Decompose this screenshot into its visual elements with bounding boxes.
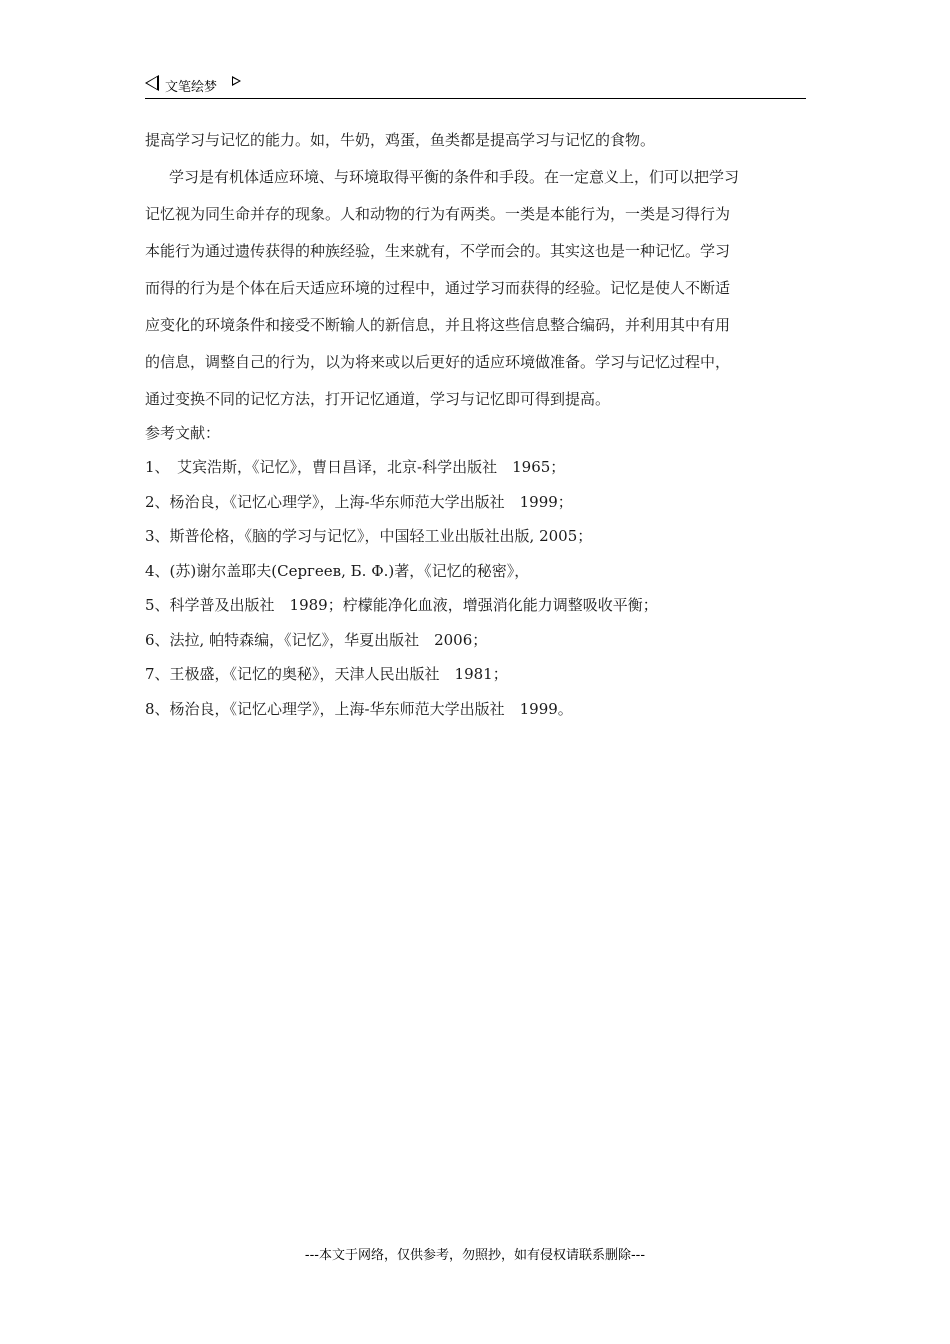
- reference-item: 5、科学普及出版社 1989；柠檬能净化血液，增强消化能力调整吸收平衡；: [145, 596, 658, 614]
- paragraph-line: 学习是有机体适应环境、与环境取得平衡的条件和手段。在一定意义上，们可以把学习: [169, 168, 740, 186]
- paragraph-line: 应变化的环境条件和接受不断输人的新信息，并且将这些信息整合编码，并利用其中有用: [145, 316, 731, 334]
- reference-item: 3、斯普伦格，《脑的学习与记忆》，中国轻工业出版社出版, 2005；: [145, 527, 593, 545]
- reference-item: 7、王极盛，《记忆的奥秘》，天津人民出版社 1981；: [145, 665, 508, 683]
- page-footer: ---本文于网络，仅供参考，勿照抄，如有侵权请联系删除---: [304, 1248, 646, 1263]
- paragraph-line: 记忆视为同生命并存的现象。人和动物的行为有两类。一类是本能行为，一类是习得行为: [145, 205, 731, 223]
- paragraph-line: 提高学习与记忆的能力。如，牛奶，鸡蛋，鱼类都是提高学习与记忆的食物。: [145, 131, 656, 149]
- reference-item: 1、 艾宾浩斯，《记忆》，曹日昌译，北京-科学出版社 1965；: [145, 458, 566, 476]
- header-title: 文笔绘梦: [165, 80, 218, 95]
- reference-item: 4、(苏)谢尔盖耶夫(Сергеев, Б. Ф.)著，《记忆的秘密》，: [145, 561, 530, 580]
- references-heading: 参考文献：: [145, 424, 221, 442]
- paragraph-line: 本能行为通过遗传获得的种族经验，生来就有，不学而会的。其实这也是一种记忆。学习: [145, 242, 731, 260]
- triangle-right-icon: [232, 76, 241, 86]
- paragraph-line: 的信息，调整自己的行为，以为将来或以后更好的适应环境做准备。学习与记忆过程中，: [145, 353, 731, 371]
- reference-item: 8、杨治良，《记忆心理学》，上海-华东师范大学出版社 1999。: [145, 699, 573, 718]
- paragraph-line: 通过变换不同的记忆方法，打开记忆通道，学习与记忆即可得到提高。: [145, 390, 611, 408]
- triangle-left-icon: [145, 75, 159, 91]
- page-header: [145, 74, 806, 99]
- reference-item: 6、法拉, 帕特森编，《记忆》，华夏出版社 2006；: [145, 630, 488, 649]
- paragraph-line: 而得的行为是个体在后天适应环境的过程中，通过学习而获得的经验。记忆是使人不断适: [145, 279, 731, 297]
- reference-item: 2、杨治良，《记忆心理学》，上海-华东师范大学出版社 1999；: [145, 492, 573, 511]
- document-body: [145, 122, 806, 726]
